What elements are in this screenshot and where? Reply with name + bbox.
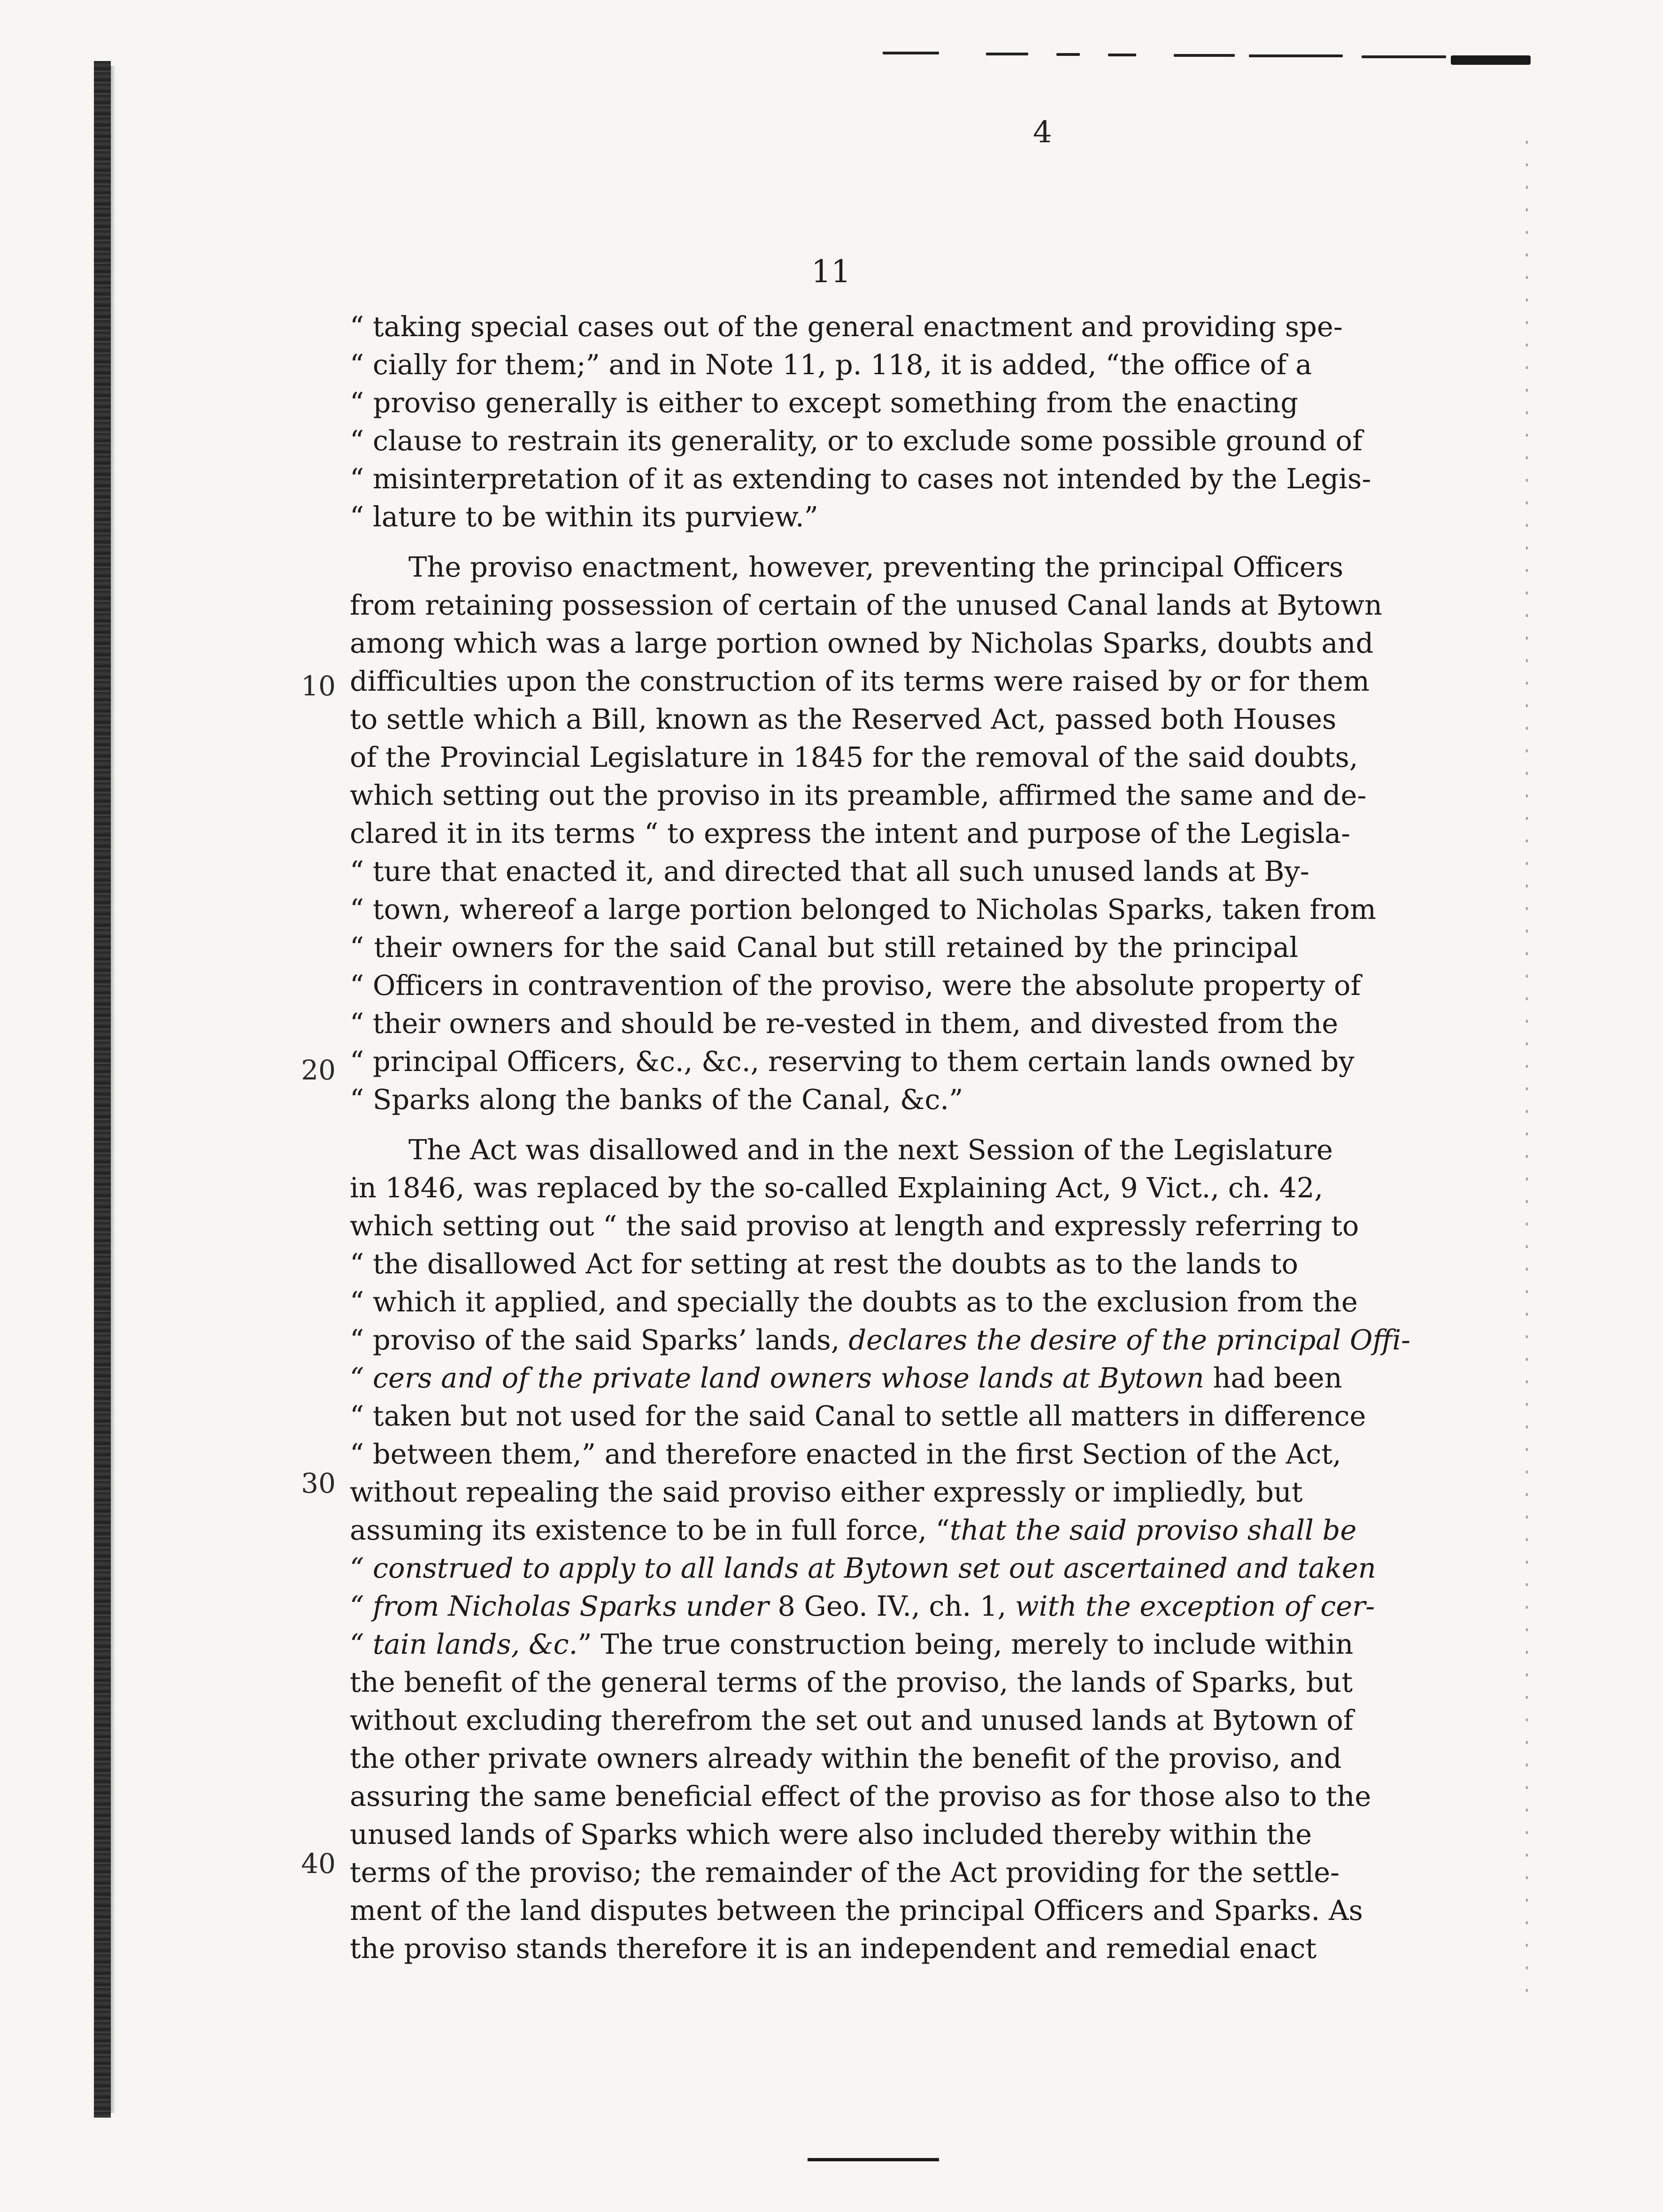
text-line [350, 1359, 1342, 1397]
text-line: assuring the same beneficial effect of the proviso as for those also to the [350, 1780, 1371, 1812]
text-line: “ construed to apply to all lands at Bytown set out ascertained and taken [350, 1552, 1376, 1584]
text-line: “ taking special cases out of the general enactment and providing spe- [350, 310, 1343, 343]
line-number: 10 [301, 670, 336, 702]
text-line: to settle which a Bill, known as the Reserved Act, passed both Houses [350, 703, 1337, 735]
binding-shadow [111, 66, 115, 2113]
text-line: ment of the land disputes between the principal Officers and Sparks. As [350, 1894, 1363, 1927]
text-line: which setting out “ the said proviso at length and expressly referring to [350, 1210, 1359, 1242]
scan-noise [1362, 55, 1446, 58]
italic-run: with the exception of cer- [1015, 1590, 1375, 1622]
scan-noise [883, 52, 939, 54]
scan-noise [1526, 141, 1528, 1996]
line-number: 20 [301, 1054, 336, 1086]
text-line: of the Provincial Legislature in 1845 for the removal of the said doubts, [350, 741, 1358, 773]
text-run: had been [1204, 1362, 1342, 1394]
text-line: “ clause to restrain its generality, or to exclude some possible ground of [350, 424, 1363, 457]
paragraph [350, 548, 1382, 1118]
scan-noise [1249, 54, 1343, 57]
text-line: “ taken but not used for the said Canal to settle all matters in difference [350, 1400, 1366, 1432]
text-line: “ ture that enacted it, and directed that all such unused lands at By- [350, 855, 1309, 887]
italic-run: that the said proviso shall be [949, 1514, 1357, 1546]
binding-edge [94, 61, 111, 2118]
scan-noise [1056, 53, 1080, 56]
line-number: 30 [301, 1467, 336, 1499]
text-line: “ which it applied, and specially the doubts as to the exclusion from the [350, 1286, 1358, 1318]
text-line: “ between them,” and therefore enacted in the first Section of the Act, [350, 1438, 1341, 1470]
page-number: 11 [811, 254, 851, 290]
text-line: among which was a large portion owned by Nicholas Sparks, doubts and [350, 627, 1374, 659]
text-line: the proviso stands therefore it is an independent and remedial enact [350, 1932, 1317, 1965]
text-line: without repealing the said proviso either expressly or impliedly, but [350, 1476, 1303, 1508]
scan-noise [1108, 54, 1136, 56]
text-line: terms of the proviso; the remainder of the Act providing for the settle- [350, 1856, 1340, 1888]
text-line: which setting out the proviso in its preamble, affirmed the same and de- [350, 779, 1367, 811]
scan-noise [1174, 54, 1235, 57]
text-line [350, 1511, 1357, 1549]
text-line: “ cially for them;” and in Note 11, p. 118, it is added, “the office of a [350, 348, 1312, 381]
scan-noise [986, 53, 1028, 55]
text-line: from retaining possession of certain of the unused Canal lands at Bytown [350, 589, 1382, 621]
text-line: “ their owners and should be re-vested in them, and divested from the [350, 1007, 1339, 1040]
text-run: “ proviso of the said Sparks’ lands, [350, 1324, 849, 1356]
text-line: the other private owners already within the benefit of the proviso, and [350, 1742, 1342, 1774]
text-line: unused lands of Sparks which were also included thereby within the [350, 1818, 1312, 1850]
text-line: the benefit of the general terms of the proviso, the lands of Sparks, but [350, 1666, 1353, 1698]
bottom-rule [808, 2158, 939, 2161]
text-line: in 1846, was replaced by the so-called Explaining Act, 9 Vict., ch. 42, [350, 1172, 1324, 1204]
text-line: The proviso enactment, however, preventing the principal Officers [408, 551, 1344, 583]
text-line [350, 1321, 1410, 1359]
paragraph [350, 1131, 1410, 1967]
text-line: “ lature to be within its purview.” [350, 501, 818, 533]
text-line: “ the disallowed Act for setting at rest the doubts as to the lands to [350, 1248, 1298, 1280]
top-mark: 4 [1033, 115, 1052, 150]
text-line: The Act was disallowed and in the next Session of the Legislature [408, 1133, 1333, 1166]
scan-noise [1451, 55, 1531, 65]
text-line [350, 1587, 1375, 1625]
text-line: difficulties upon the construction of its terms were raised by or for them [350, 665, 1370, 697]
text-run: assuming its existence to be in full force, “ [350, 1514, 950, 1546]
text-line: “ Sparks along the banks of the Canal, &c.” [350, 1083, 963, 1116]
line-number: 40 [301, 1848, 336, 1880]
body-text [350, 308, 1410, 1967]
italic-run: declares the desire of the principal Offi- [848, 1324, 1410, 1356]
text-line: “ town, whereof a large portion belonged to Nicholas Sparks, taken from [350, 893, 1377, 925]
text-line: without excluding therefrom the set out and unused lands at Bytown of [350, 1704, 1354, 1736]
text-line: clared it in its terms “ to express the intent and purpose of the Legisla- [350, 817, 1351, 849]
text-run: 8 Geo. IV., ch. 1, [778, 1590, 1016, 1622]
text-line: “ principal Officers, &c., &c., reserving to them certain lands owned by [350, 1045, 1355, 1078]
italic-run: “ from Nicholas Sparks under [350, 1590, 778, 1622]
italic-run: “ tain lands, &c. [350, 1628, 578, 1660]
text-line: “ misinterpretation of it as extending to cases not intended by the Legis- [350, 462, 1371, 495]
text-line: “ their owners for the said Canal but still retained by the principal [350, 931, 1298, 963]
text-line [350, 1625, 1354, 1663]
paragraph [350, 308, 1371, 536]
text-run: ” The true construction being, merely to include within [577, 1628, 1354, 1660]
italic-run: “ cers and of the private land owners whose lands at Bytown [350, 1362, 1204, 1394]
text-line: “ proviso generally is either to except something from the enacting [350, 386, 1298, 419]
text-line: “ Officers in contravention of the proviso, were the absolute property of [350, 969, 1361, 1002]
